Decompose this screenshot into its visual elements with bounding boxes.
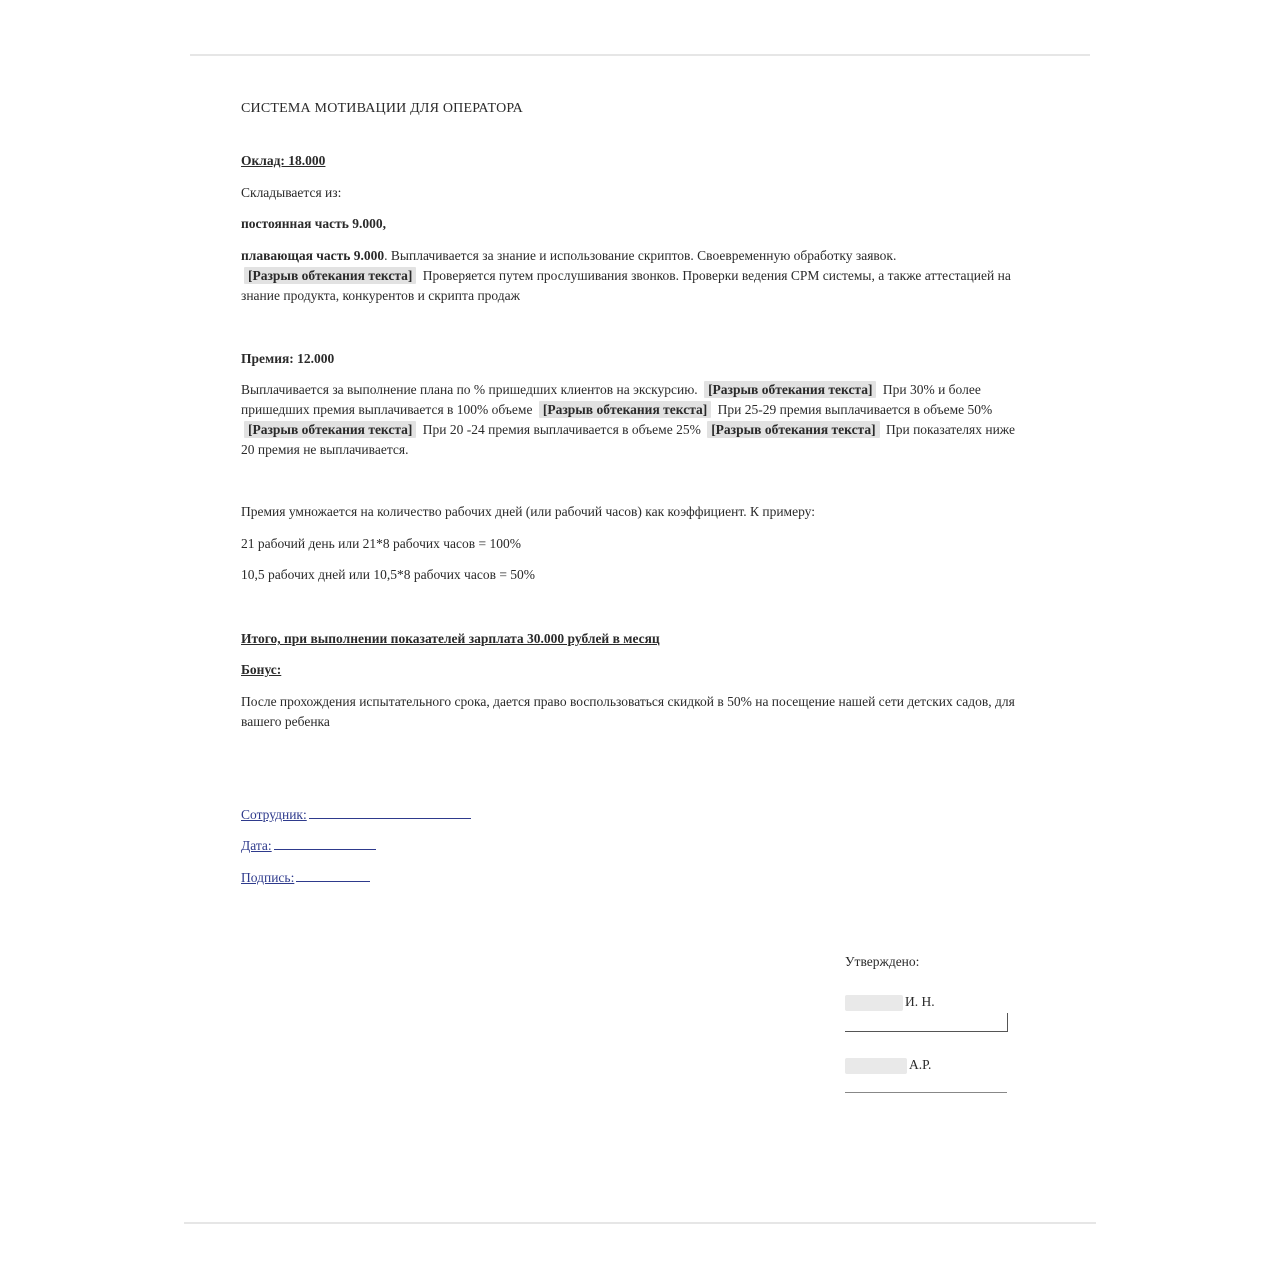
fixed-part: постоянная часть 9.000, [241,216,387,231]
floating-part-label: плавающая часть 9.000 [241,248,385,263]
bonus-text-2: При 30% и более пришедших премия выплачивается в 100% объеме [241,382,981,417]
approver-1-initials: И. Н. [905,994,935,1009]
floating-part-paragraph [241,246,1031,306]
page-top-border [190,54,1090,56]
redacted-name [845,995,903,1011]
date-field[interactable] [241,838,376,854]
bonus-heading: Премия: 12.000 [241,351,335,366]
employee-label: Сотрудник: [241,807,307,822]
multiplier-example-1: 21 рабочий день или 21*8 рабочих часов = 100% [241,536,521,551]
text-wrap-break-tag: [Разрыв обтекания текста] [704,381,876,398]
floating-part-text-1: . Выплачивается за знание и использование скриптов. Своевременную обработку заявок. [384,248,897,263]
salary-heading: Оклад: 18.000 [241,153,326,168]
approver-1-line-tick [1007,1013,1008,1032]
multiplier-intro: Премия умножается на количество рабочих дней (или рабочий часов) как коэффициент. К примеру: [241,504,815,519]
approver-1-line [845,1031,1007,1032]
extra-bonus-text: После прохождения испытательного срока, дается право воспользоваться скидкой в 50% на посещение нашей сети детских садов, для вашего ребенка [241,694,1015,729]
signature-field[interactable] [241,870,370,886]
salary-consists-of: Складывается из: [241,185,342,200]
document-title: СИСТЕМА МОТИВАЦИИ ДЛЯ ОПЕРАТОРА [241,101,523,116]
approval-label: Утверждено: [845,954,920,969]
multiplier-example-2: 10,5 рабочих дней или 10,5*8 рабочих часов = 50% [241,567,536,582]
approver-1 [845,994,935,1011]
text-wrap-break-tag: [Разрыв обтекания текста] [707,421,879,438]
approver-2 [845,1057,931,1074]
signature-line [296,880,370,882]
text-wrap-break-tag: [Разрыв обтекания текста] [539,401,711,418]
bonus-text-3: При 25-29 премия выплачивается в объеме 50% [717,402,993,417]
bonus-text-4: При 20 -24 премия выплачивается в объеме 25% [422,422,701,437]
floating-part-text-2: Проверяется путем прослушивания звонков. Проверки ведения CPM системы, а также аттестацией на знание продукта, конкурентов и скрипта продаж [241,268,1011,303]
approver-2-initials: А.Р. [909,1057,932,1072]
total-salary: Итого, при выполнении показателей зарплата 30.000 рублей в месяц [241,631,660,646]
employee-line [309,817,471,819]
text-wrap-break-tag: [Разрыв обтекания текста] [244,421,416,438]
approver-2-line [845,1092,1007,1093]
date-line [274,848,376,850]
signature-label: Подпись: [241,870,295,885]
bonus-paragraph [241,380,1031,460]
employee-field[interactable] [241,807,471,823]
redacted-name [845,1058,907,1074]
extra-bonus-heading: Бонус: [241,662,282,677]
text-wrap-break-tag: [Разрыв обтекания текста] [244,267,416,284]
date-label: Дата: [241,838,272,853]
page-bottom-border [184,1222,1096,1224]
bonus-text-1: Выплачивается за выполнение плана по % пришедших клиентов на экскурсию. [241,382,698,397]
bonus-text-5: При показателях ниже 20 премия не выплачивается. [241,422,1015,457]
